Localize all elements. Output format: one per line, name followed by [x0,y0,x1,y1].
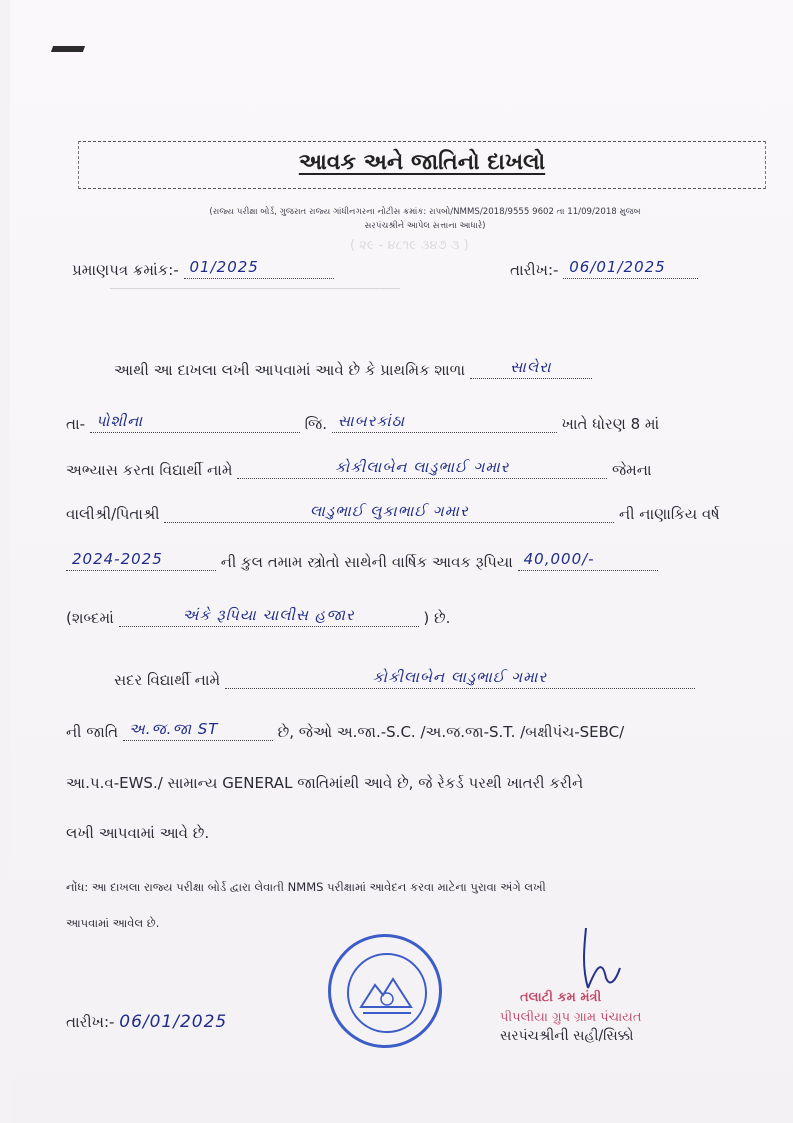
income-text: ની કુલ તમામ સ્ત્રોતો સાથેની વાર્ષિક આવક રૂપિયા [220,553,513,571]
certificate-number-value: 01/2025 [189,258,259,276]
certificate-number-row [72,258,334,279]
panchayat-stamp [328,934,442,1048]
caste-value: અ.જ.જા ST [128,720,219,738]
para-line-6 [66,606,450,627]
student-name-2: કોકીલાબેન લાડુભાઈ ગમાર [372,668,548,686]
signer-role: તલાટી કમ મંત્રી [520,990,602,1005]
certificate-page [10,0,793,1123]
footer-date-label: તારીખ:- [66,1013,115,1031]
date-value: 06/01/2025 [569,258,666,276]
year-text: ની નાણાકિય વર્ષ [619,505,720,523]
school-name: સાલેરા [510,358,552,376]
footer-date-value: 06/01/2025 [119,1012,228,1032]
stamp-emblem-icon [349,955,425,1031]
financial-year: 2024-2025 [72,550,163,568]
signer-office: પીપલીયા ગ્રુપ ગ્રામ પંચાયત [500,1010,642,1025]
para-line-1 [114,358,592,379]
para-intro: આથી આ દાખલા લખી આપવામાં આવે છે કે પ્રાથમિક શાળા [114,361,466,379]
subtitle-line-2: સરપંચશ્રીને આપેલ સત્તાના આધારે) [364,221,486,231]
title-box [78,141,766,189]
para-line-4 [66,502,720,523]
taluka-label: તા- [66,415,86,433]
bleed-through: ( ૨૯ - ૪૮૧૯ ૩૪૭ ૩ ) [350,238,469,253]
date-label: તારીખ:- [510,261,559,279]
caste-label: ની જાતિ [66,723,119,741]
income-value: 40,000/- [523,550,595,568]
para-line-2 [66,412,659,433]
student-label: અભ્યાસ કરતા વિદ્યાર્થી નામે [66,461,233,479]
subtitle-line-1: (રાજ્ય પરીક્ષા બોર્ડ, ગુજરાત રાજ્ય ગાંધીનગરના નોટીસ ક્રમાંક: રાપબો/NMMS/2018/9555 9602 તા 11/09/2018 મુજબ [209,207,641,217]
parent-label: વાલીશ્રી/પિતાશ્રી [66,505,160,523]
certificate-number-label: પ્રમાણપત્ર ક્રમાંક:- [72,261,179,279]
document-title: આવક અને જાતિનો દાખલો [298,150,546,175]
bleed-through: ───────────────────────────────────── [110,282,400,297]
para-line-5 [66,550,658,571]
caste-list-3: લખી આપવામાં આવે છે. [66,824,210,842]
footer-date-row [66,1012,227,1032]
signer-title: સરપંચશ્રીની સહી/સિક્કો [500,1028,634,1044]
caste-list-1: છે, જેઓ અ.જા.-S.C. /અ.જ.જા-S.T. /બક્ષીપંચ-SEBC/ [277,723,625,741]
income-in-words: અંકે રૂપિયા ચાલીસ હજાર [182,606,355,624]
standard-text: ખાતે ધોરણ 8 માં [561,415,660,433]
parent-name: લાડુભાઈ લુકાભાઈ ગમાર [309,502,469,520]
note-line-1: નોંધ: આ દાખલા રાજ્ય પરીક્ષા બોર્ડ દ્વારા લેવાતી NMMS પરીક્ષામાં આવેદન કરવા માટેના પુરાવા અંગે લખી [66,880,546,894]
district-value: સાબરકાંઠા [337,412,406,430]
note-line-2: આપવામાં આવેલ છે. [66,916,160,930]
student-name: કોકીલાબેન લાડુભાઈ ગમાર [334,458,510,476]
date-row [510,258,698,279]
para-line-7 [114,668,695,689]
para-line-3 [66,458,652,479]
taluka-value: પોશીના [95,412,144,430]
words-end: ) છે. [423,609,451,627]
caste-list-2: આ.પ.વ-EWS./ સામાન્ય GENERAL જાતિમાંથી આવે છે, જે રેકર્ડ પરથી ખાતરી કરીને [66,774,584,792]
jemna-text: જેમના [611,461,652,479]
para-line-8 [66,720,624,741]
signature-icon [566,918,636,998]
scan-mark [51,46,85,52]
student-label-2: સદર વિદ્યાર્થી નામે [114,671,221,689]
district-label: જિ. [304,415,327,433]
words-label: (શબ્દમાં [66,609,114,627]
